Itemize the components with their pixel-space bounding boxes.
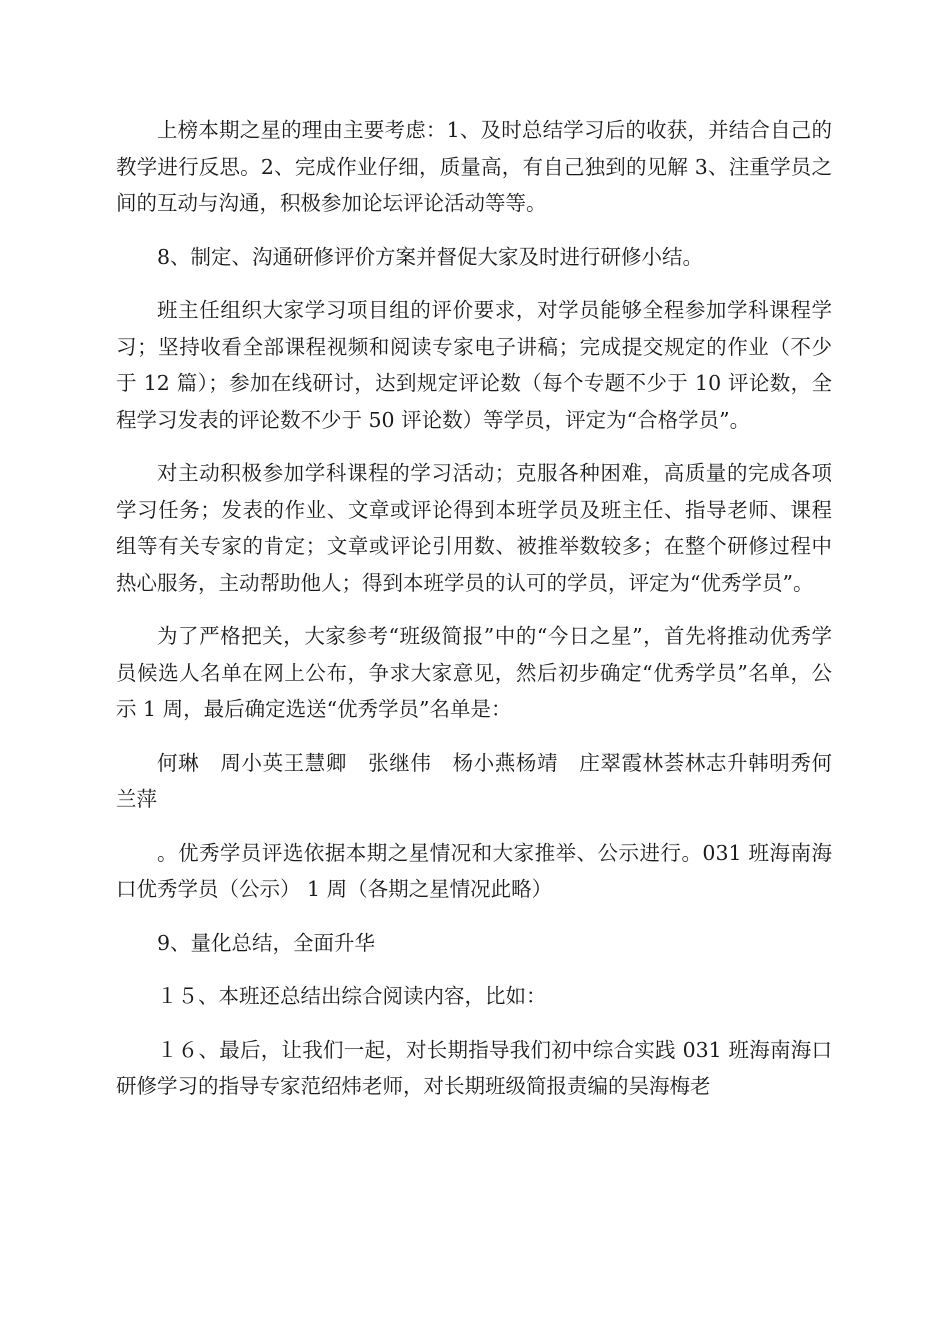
paragraph-excellent-criteria: 对主动积极参加学科课程的学习活动；克服各种困难，高质量的完成各项学习任务；发表的作业、文章或评论得到本班学员及班主任、指导老师、课程组等有关专家的肯定；文章或评论引用数、被推举数较多；在整个研修过程中热心服务，主动帮助他人；得到本班学员的认可的学员，评定为“优秀学员”。	[116, 461, 832, 595]
paragraph-item-8: 8、制定、沟通研修评价方案并督促大家及时进行研修小结。	[157, 244, 704, 269]
paragraph-star-reasons: 上榜本期之星的理由主要考虑：1、及时总结学习后的收获，并结合自己的教学进行反思。2、完成作业仔细，质量高，有自己独到的见解 3、注重学员之间的互动与沟通，积极参加论坛评论活动等等。	[116, 118, 832, 215]
paragraph-selection-process: 为了严格把关，大家参考“班级简报”中的“今日之星”，首先将推动优秀学员候选人名单在网上公布，争求大家意见，然后初步确定“优秀学员”名单，公示 1 周，最后确定选送“优秀学员”名单是：	[116, 624, 832, 721]
paragraph-qualified-criteria: 班主任组织大家学习项目组的评价要求，对学员能够全程参加学科课程学习；坚持收看全部课程视频和阅读专家电子讲稿；完成提交规定的作业（不少于 12 篇）；参加在线研讨，达到规定评论数（每个专题不少于 10 评论数，全程学习发表的评论数不少于 50 评论数）等学员，评定为“合格学员”。	[116, 298, 832, 432]
paragraph-item-16: １６、最后，让我们一起，对长期指导我们初中综合实践 031 班海南海口研修学习的指导专家范绍炜老师，对长期班级简报责编的吴海梅老	[116, 1037, 832, 1098]
paragraph-item-15: １５、本班还总结出综合阅读内容，比如：	[157, 984, 547, 1008]
document-page	[116, 112, 832, 1122]
paragraph-selection-basis: 。优秀学员评选依据本期之星情况和大家推举、公示进行。031 班海南海口优秀学员（公示） 1 周（各期之星情况此略）	[116, 840, 832, 901]
paragraph-name-list: 何琳 周小英王慧卿 张继伟 杨小燕杨靖 庄翠霞林荟林志升韩明秀何兰萍	[116, 750, 832, 811]
paragraph-item-9: 9、量化总结，全面升华	[157, 930, 376, 955]
